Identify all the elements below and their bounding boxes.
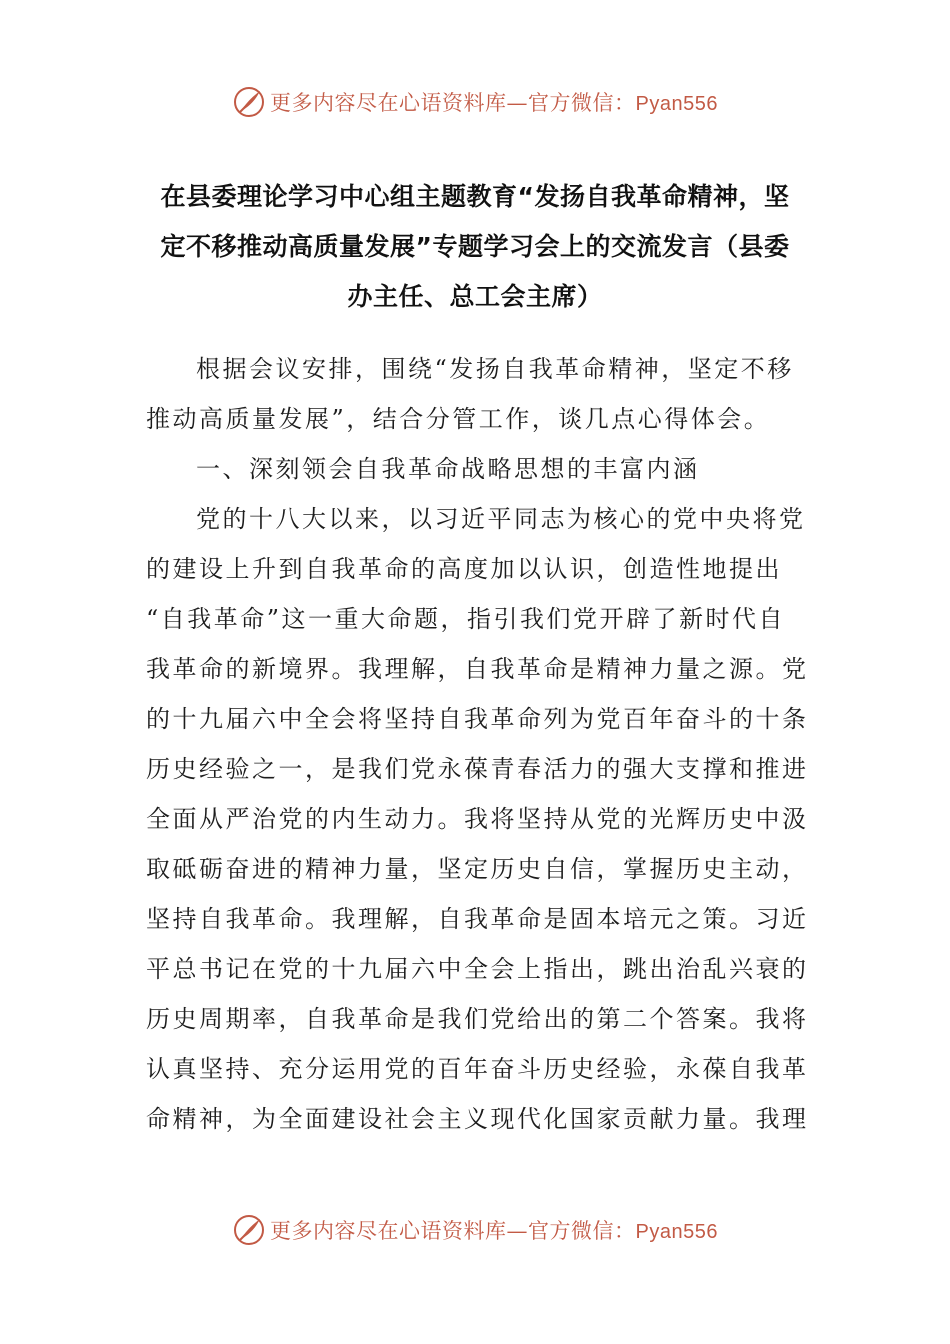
document-body	[146, 344, 809, 1144]
document-title	[150, 172, 800, 322]
quill-logo-icon	[232, 85, 266, 119]
body-line: 根据会议安排，围绕“发扬自我革命精神，坚定不移	[196, 355, 794, 383]
title-line: 在县委理论学习中心组主题教育“发扬自我革命精神，坚	[160, 182, 790, 211]
quill-logo-icon	[232, 1213, 266, 1247]
title-line: 办主任、总工会主席）	[347, 282, 603, 311]
body-line: 的十九届六中全会将坚持自我革命列为党百年奋斗的十条	[146, 705, 809, 733]
watermark-text	[270, 87, 718, 117]
body-line: 全面从严治党的内生动力。我将坚持从党的光辉历史中汲	[146, 805, 809, 833]
body-line: 历史经验之一，是我们党永葆青春活力的强大支撑和推进	[146, 755, 809, 783]
body-line: 的建设上升到自我革命的高度加以认识，创造性地提出	[146, 555, 782, 583]
section-heading: 一、深刻领会自我革命战略思想的丰富内涵	[196, 455, 700, 483]
footer-watermark	[0, 1210, 950, 1250]
body-line: 命精神，为全面建设社会主义现代化国家贡献力量。我理	[146, 1105, 809, 1133]
header-watermark	[0, 82, 950, 122]
body-line: 认真坚持、充分运用党的百年奋斗历史经验，永葆自我革	[146, 1055, 809, 1083]
body-line: 推动高质量发展”，结合分管工作，谈几点心得体会。	[146, 405, 771, 433]
title-line: 定不移推动高质量发展”专题学习会上的交流发言（县委	[160, 232, 790, 261]
watermark-text	[270, 1215, 718, 1245]
body-line: 我革命的新境界。我理解，自我革命是精神力量之源。党	[146, 655, 809, 683]
body-line: 取砥砺奋进的精神力量，坚定历史自信，掌握历史主动，	[146, 855, 809, 883]
body-line: 党的十八大以来，以习近平同志为核心的党中央将党	[196, 505, 806, 533]
body-line: 历史周期率，自我革命是我们党给出的第二个答案。我将	[146, 1005, 809, 1033]
watermark-label: 更多内容尽在心语资料库—官方微信：	[270, 1219, 636, 1243]
watermark-label: 更多内容尽在心语资料库—官方微信：	[270, 91, 636, 115]
body-line: 坚持自我革命。我理解，自我革命是固本培元之策。习近	[146, 905, 809, 933]
body-line: “自我革命”这一重大命题，指引我们党开辟了新时代自	[146, 605, 786, 633]
watermark-wechat-id: Pyan556	[635, 1221, 718, 1243]
body-line: 平总书记在党的十九届六中全会上指出，跳出治乱兴衰的	[146, 955, 809, 983]
watermark-wechat-id: Pyan556	[635, 93, 718, 115]
